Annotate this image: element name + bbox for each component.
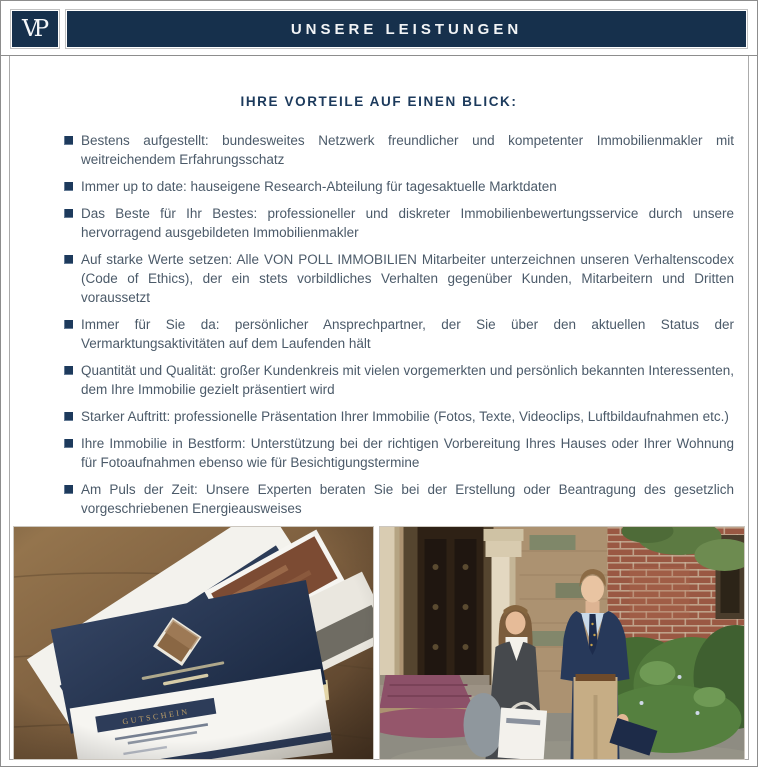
benefit-text: Das Beste für Ihr Bestes: professioneller und diskreter Immobilienbewertungsservice durch unsere hervorragend ausgebildeten Immobilienmakler bbox=[81, 206, 734, 240]
list-item bbox=[64, 480, 734, 518]
photo-row bbox=[10, 526, 748, 763]
list-item bbox=[64, 131, 734, 169]
benefit-text: Bestens aufgestellt: bundesweites Netzwerk freundlicher und kompetenter Immobilienmakler mit weitreichendem Erfahrungsschatz bbox=[81, 133, 734, 167]
square-bullet-icon bbox=[64, 255, 73, 264]
vp-logo-frame bbox=[10, 9, 60, 49]
benefit-text: Auf starke Werte setzen: Alle VON POLL IMMOBILIEN Mitarbeiter unterzeichnen unseren Verhaltenscodex (Code of Ethics), der ein stets vorbildliches Verhalten gegenüber Kunden, Mitarbeitern und Dritten voraussetzt bbox=[81, 252, 734, 305]
square-bullet-icon bbox=[64, 366, 73, 375]
list-item bbox=[64, 315, 734, 353]
benefit-text: Ihre Immobilie in Bestform: Unterstützung bei der richtigen Vorbereitung Ihres Hauses oder Ihrer Wohnung für Fotoaufnahmen ebenso wie für Besichtigungstermine bbox=[81, 436, 734, 470]
square-bullet-icon bbox=[64, 182, 73, 191]
list-item bbox=[64, 361, 734, 399]
list-item bbox=[64, 434, 734, 472]
content-box bbox=[9, 56, 749, 760]
title-bar-frame bbox=[65, 9, 748, 49]
silver-bag bbox=[464, 693, 504, 757]
list-item bbox=[64, 407, 734, 426]
brochures-photo-illustration bbox=[14, 527, 373, 759]
list-item bbox=[64, 204, 734, 242]
page-title: UNSERE LEISTUNGEN bbox=[67, 11, 746, 47]
benefit-text: Starker Auftritt: professionelle Präsentation Ihrer Immobilie (Fotos, Texte, Videoclips, Luftbildaufnahmen etc.) bbox=[81, 409, 729, 424]
benefit-text: Immer für Sie da: persönlicher Ansprechpartner, der Sie über den aktuellen Status der Vermarktungsaktivitäten auf dem Laufenden hält bbox=[81, 317, 734, 351]
square-bullet-icon bbox=[64, 136, 73, 145]
brochures-photo bbox=[13, 526, 374, 760]
square-bullet-icon bbox=[64, 320, 73, 329]
page-header bbox=[1, 1, 757, 55]
benefits-heading: IHRE VORTEILE AUF EINEN BLICK: bbox=[240, 94, 518, 109]
vp-logo: VP bbox=[12, 11, 58, 47]
photo-vignette bbox=[14, 527, 373, 759]
ornate-door bbox=[418, 527, 484, 693]
list-item bbox=[64, 250, 734, 307]
couple-photo bbox=[379, 526, 745, 760]
square-bullet-icon bbox=[64, 485, 73, 494]
benefits-list bbox=[10, 131, 748, 526]
benefit-text: Immer up to date: hauseigene Research-Abteilung für tagesaktuelle Marktdaten bbox=[81, 179, 557, 194]
square-bullet-icon bbox=[64, 209, 73, 218]
list-item bbox=[64, 177, 734, 196]
square-bullet-icon bbox=[64, 439, 73, 448]
benefit-text: Quantität und Qualität: großer Kundenkreis mit vielen vorgemerkten und persönlich bekannten Interessenten, dem Ihre Immobilie gezielt präsentiert wird bbox=[81, 363, 734, 397]
square-bullet-icon bbox=[64, 412, 73, 421]
couple-photo-illustration bbox=[380, 527, 744, 759]
benefit-text: Am Puls der Zeit: Unsere Experten beraten Sie bei der Erstellung oder Beantragung des gesetzlich vorgeschriebenen Energieausweises bbox=[81, 482, 734, 516]
